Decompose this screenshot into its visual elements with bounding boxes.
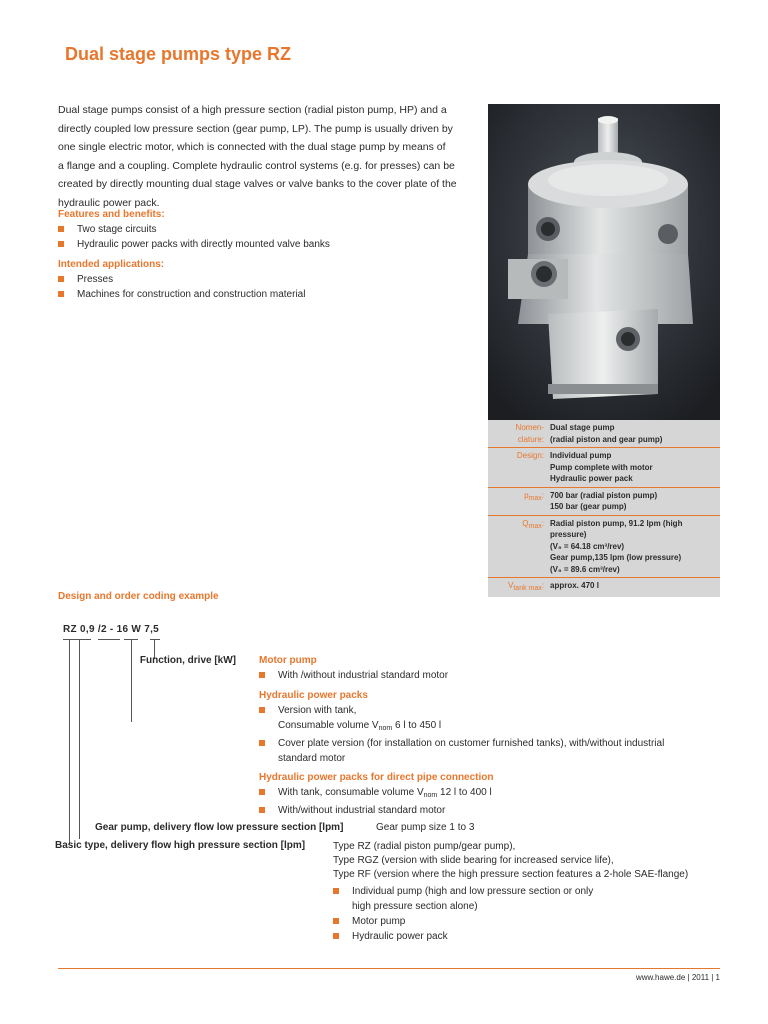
spec-row-vtank [488, 578, 720, 597]
footer-divider [58, 968, 720, 969]
hpp-item: Version with tank, Consumable volume $V_{nom}$ 6 l to 450 l [259, 703, 664, 736]
tree-line [69, 639, 70, 844]
hpp-item: Cover plate version (for installation on customer furnished tanks), with/without industrial standard motor [259, 736, 664, 766]
features-section [58, 209, 330, 252]
spec-row-design [488, 448, 720, 488]
basic-line: Type RGZ (version with slide bearing for increased service life), [333, 855, 614, 866]
hpp-direct-item: With tank, consumable volume $V_{nom}$ 12 l to 400 l [259, 785, 494, 803]
spec-value: pressure) [550, 530, 587, 539]
code-underline [98, 639, 120, 640]
basic-item: Motor pump [333, 914, 688, 929]
code-underline [63, 639, 91, 640]
code-underline [150, 639, 160, 640]
spec-value: (V₉ = 89.6 cm³/rev) [550, 564, 620, 574]
spec-label: Qmax: [522, 518, 544, 530]
intro-line: one single electric motor, which is connected with the dual stage pump by means of [58, 141, 446, 153]
spec-value: Dual stage pump [550, 423, 615, 432]
spec-label: clature: [517, 434, 544, 444]
intro-line: hydraulic power pack. [58, 196, 160, 209]
basic-section [333, 840, 688, 944]
gear-value: Gear pump size 1 to 3 [376, 822, 475, 833]
basic-item: Hydraulic power pack [333, 929, 688, 944]
gear-label: Gear pump, delivery flow low pressure section [lpm] [95, 822, 344, 833]
hpp-section [259, 690, 664, 766]
motor-pump-heading: Motor pump [259, 655, 317, 666]
spec-row-nomenclature [488, 420, 720, 448]
intro-paragraph [58, 101, 478, 212]
tree-line [131, 639, 132, 722]
spec-label: Nomen- [515, 423, 544, 432]
spec-row-qmax [488, 516, 720, 579]
spec-value: Pump complete with motor [550, 462, 653, 472]
function-label: Function, drive [kW] [139, 655, 236, 666]
hpp-direct-item: With/without industrial standard motor [259, 803, 494, 818]
spec-label: pmax: [524, 490, 544, 502]
coding-heading: Design and order coding example [58, 591, 219, 602]
spec-value: Individual pump [550, 451, 612, 460]
spec-value: 150 bar (gear pump) [550, 502, 627, 511]
pump-photo [488, 104, 720, 420]
spec-value: 700 bar (radial piston pump) [550, 490, 658, 500]
applications-section [58, 259, 305, 302]
spec-value: Gear pump,135 lpm (low pressure) [550, 553, 682, 562]
basic-label: Basic type, delivery flow high pressure section [lpm] [55, 840, 306, 851]
spec-value: Hydraulic power pack [550, 474, 633, 483]
basic-item: Individual pump (high and low pressure section or only high pressure section alone) [333, 884, 688, 914]
motor-pump-item: With /without industrial standard motor [259, 668, 448, 683]
hpp-direct-section [259, 772, 494, 818]
hpp-heading: Hydraulic power packs [259, 690, 368, 701]
spec-value: approx. 470 l [550, 581, 599, 590]
intro-line: Dual stage pumps consist of a high pressure section (radial piston pump, HP) and a [58, 104, 447, 116]
spec-row-pmax [488, 488, 720, 516]
spec-table [488, 420, 720, 597]
basic-line: Type RZ (radial piston pump/gear pump), [333, 841, 516, 852]
application-item: Presses [58, 272, 305, 287]
intro-line: created by directly mounting dual stage valves or valve banks to the cover plate of the [58, 178, 457, 190]
spec-value: Radial piston pump, 91.2 lpm (high [550, 518, 683, 528]
spec-label: Design: [516, 451, 544, 460]
feature-item: Two stage circuits [58, 222, 330, 237]
intro-line: directly coupled low pressure section (gear pump, LP). The pump is usually driven by [58, 122, 453, 135]
hpp-direct-heading: Hydraulic power packs for direct pipe connection [259, 772, 494, 783]
features-heading: Features and benefits: [58, 209, 165, 220]
spec-label: Vtank max: [508, 581, 544, 592]
feature-item: Hydraulic power packs with directly mounted valve banks [58, 237, 330, 252]
spec-value: (radial piston and gear pump) [550, 434, 663, 444]
footer-text: www.hawe.de | 2011 | 1 [635, 973, 720, 982]
order-code: RZ 0,9 /2 - 16 W 7,5 [63, 624, 160, 635]
spec-value: (V₉ = 64.18 cm³/rev) [550, 541, 625, 551]
applications-heading: Intended applications: [58, 259, 165, 270]
tree-line [79, 639, 80, 839]
application-item: Machines for construction and construction material [58, 287, 305, 302]
motor-pump-section [259, 655, 448, 683]
intro-line: a flange and a coupling. Complete hydraulic control systems (e.g. for presses) can be [58, 159, 455, 172]
basic-line: Type RF (version where the high pressure section features a 2-hole SAE-flange) [333, 869, 689, 880]
page-title: Dual stage pumps type RZ [65, 44, 292, 64]
